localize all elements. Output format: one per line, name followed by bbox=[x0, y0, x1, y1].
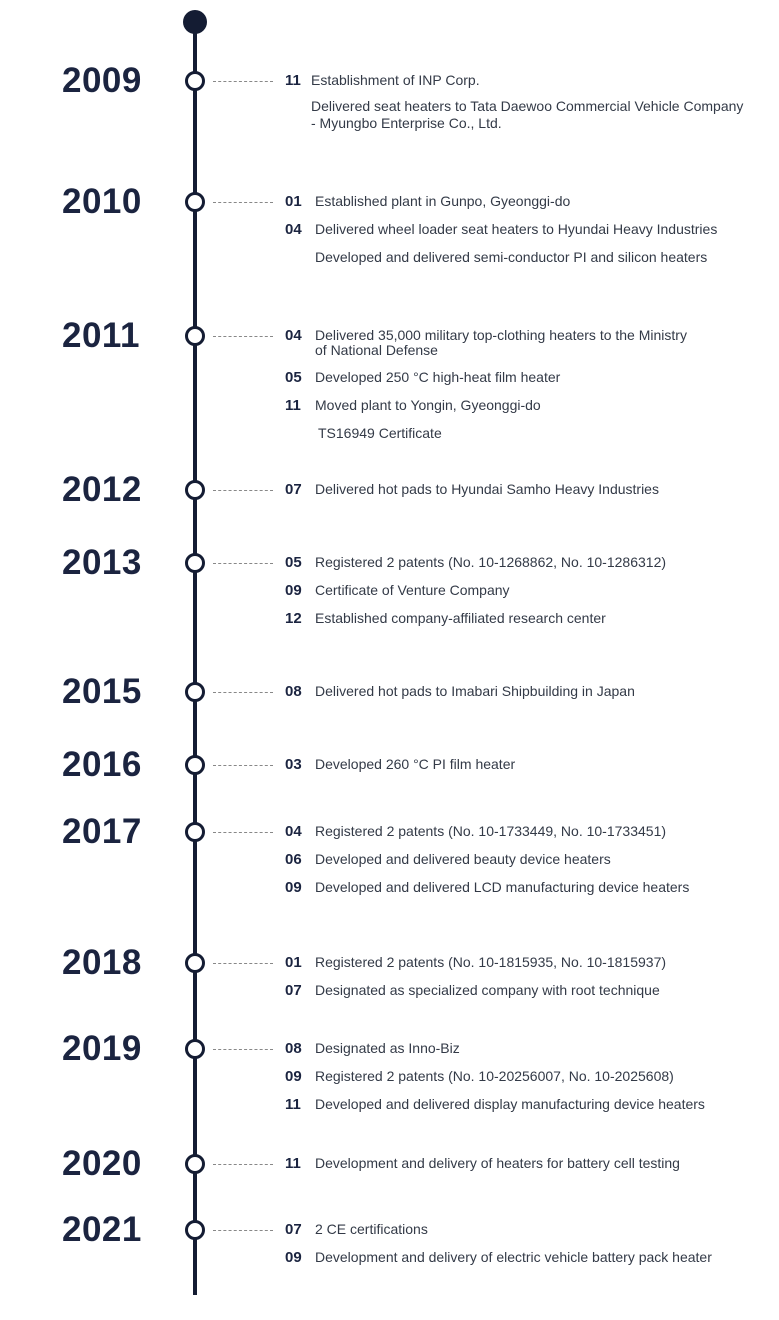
dashed-connector bbox=[213, 490, 273, 491]
dashed-connector bbox=[213, 1230, 273, 1231]
entry-text: Designated as Inno-Biz bbox=[315, 1040, 460, 1056]
entry-text: Delivered hot pads to Imabari Shipbuilding in Japan bbox=[315, 683, 635, 699]
timeline-entry bbox=[285, 194, 570, 209]
timeline-entry bbox=[285, 328, 687, 343]
entry-text: Developed 250 °C high-heat film heater bbox=[315, 369, 561, 385]
entry-text: of National Defense bbox=[315, 342, 438, 358]
entry-month: 04 bbox=[285, 221, 302, 238]
timeline-entry bbox=[285, 1250, 712, 1265]
entry-text: Registered 2 patents (No. 10-1815935, No. 10-1815937) bbox=[315, 954, 667, 970]
timeline-node bbox=[185, 1154, 205, 1174]
entry-text: Developed and delivered beauty device heaters bbox=[315, 851, 611, 867]
dashed-connector bbox=[213, 81, 273, 82]
timeline-entry bbox=[285, 398, 541, 413]
timeline-node bbox=[185, 480, 205, 500]
entry-month: 06 bbox=[285, 851, 302, 868]
timeline-entry bbox=[285, 222, 717, 237]
year-label: 2009 bbox=[62, 61, 142, 100]
entry-text: Established company-affiliated research center bbox=[315, 610, 606, 626]
entry-month: 08 bbox=[285, 1040, 302, 1057]
timeline-line bbox=[193, 22, 197, 1295]
entry-month: 09 bbox=[285, 1068, 302, 1085]
timeline-entry bbox=[285, 370, 560, 385]
entry-month: 08 bbox=[285, 683, 302, 700]
entry-text: Developed 260 °C PI film heater bbox=[315, 756, 516, 772]
year-label: 2020 bbox=[62, 1144, 142, 1183]
entry-text: Delivered wheel loader seat heaters to Hyundai Heavy Industries bbox=[315, 221, 718, 237]
entry-month: 04 bbox=[285, 823, 302, 840]
timeline-entry bbox=[285, 555, 666, 570]
timeline-node bbox=[185, 1039, 205, 1059]
timeline-entry bbox=[285, 684, 635, 699]
entry-month: 01 bbox=[285, 193, 302, 210]
entry-month: 01 bbox=[285, 954, 302, 971]
year-label: 2021 bbox=[62, 1210, 142, 1249]
timeline-entry bbox=[285, 1222, 428, 1237]
year-label: 2015 bbox=[62, 672, 142, 711]
entry-month: 04 bbox=[285, 327, 302, 344]
entry-month: 11 bbox=[285, 397, 301, 414]
timeline-node bbox=[185, 192, 205, 212]
timeline-entry bbox=[285, 757, 515, 772]
dashed-connector bbox=[213, 1049, 273, 1050]
year-label: 2016 bbox=[62, 745, 142, 784]
dashed-connector bbox=[213, 765, 273, 766]
timeline-entry bbox=[285, 1069, 674, 1084]
entry-month: 05 bbox=[285, 554, 302, 571]
entry-text: Established plant in Gunpo, Gyeonggi-do bbox=[315, 193, 571, 209]
entry-text: Registered 2 patents (No. 10-1733449, No. 10-1733451) bbox=[315, 823, 667, 839]
entry-month: 07 bbox=[285, 1221, 302, 1238]
entry-month: 07 bbox=[285, 982, 302, 999]
dashed-connector bbox=[213, 963, 273, 964]
entry-month: 11 bbox=[285, 1096, 301, 1113]
timeline-entry bbox=[285, 955, 666, 970]
entry-month: 09 bbox=[285, 1249, 302, 1266]
timeline-node bbox=[185, 71, 205, 91]
timeline-entry bbox=[285, 583, 510, 598]
entry-text: Developed and delivered semi-conductor PI and silicon heaters bbox=[315, 249, 708, 265]
timeline-entry bbox=[285, 73, 480, 88]
timeline-start-dot bbox=[183, 10, 207, 34]
dashed-connector bbox=[213, 1164, 273, 1165]
timeline-entry bbox=[285, 824, 666, 839]
entry-month: 11 bbox=[285, 1155, 301, 1172]
timeline-entry bbox=[285, 983, 660, 998]
entry-text: Development and delivery of heaters for battery cell testing bbox=[315, 1155, 680, 1171]
timeline-entry bbox=[285, 482, 659, 497]
entry-text: Delivered seat heaters to Tata Daewoo Commercial Vehicle Company bbox=[311, 98, 744, 114]
timeline-entry bbox=[285, 880, 689, 895]
entry-month: 09 bbox=[285, 879, 302, 896]
dashed-connector bbox=[213, 832, 273, 833]
dashed-connector bbox=[213, 336, 273, 337]
timeline-node bbox=[185, 326, 205, 346]
entry-text: Moved plant to Yongin, Gyeonggi-do bbox=[315, 397, 541, 413]
entry-text: Registered 2 patents (No. 10-20256007, No. 10-2025608) bbox=[315, 1068, 674, 1084]
timeline-entry bbox=[285, 426, 442, 441]
entry-month: 03 bbox=[285, 756, 302, 773]
entry-text: Registered 2 patents (No. 10-1268862, No. 10-1286312) bbox=[315, 554, 667, 570]
timeline-entry bbox=[285, 99, 743, 114]
timeline-entry bbox=[285, 250, 707, 265]
year-label: 2018 bbox=[62, 943, 142, 982]
year-label: 2012 bbox=[62, 470, 142, 509]
entry-month: 09 bbox=[285, 582, 302, 599]
entry-text: TS16949 Certificate bbox=[318, 425, 442, 441]
dashed-connector bbox=[213, 563, 273, 564]
timeline-entry bbox=[285, 343, 438, 358]
entry-text: Developed and delivered LCD manufacturing device heaters bbox=[315, 879, 690, 895]
timeline-node bbox=[185, 755, 205, 775]
timeline-entry bbox=[285, 1156, 680, 1171]
entry-text: Certificate of Venture Company bbox=[315, 582, 510, 598]
year-label: 2010 bbox=[62, 182, 142, 221]
entry-text: 2 CE certifications bbox=[315, 1221, 428, 1237]
timeline-node bbox=[185, 682, 205, 702]
timeline-entry bbox=[285, 1041, 460, 1056]
timeline-entry bbox=[285, 852, 611, 867]
entry-text: Delivered hot pads to Hyundai Samho Heavy Industries bbox=[315, 481, 659, 497]
timeline-entry bbox=[285, 1097, 705, 1112]
entry-month: 11 bbox=[285, 72, 301, 89]
year-label: 2019 bbox=[62, 1029, 142, 1068]
timeline-node bbox=[185, 822, 205, 842]
year-label: 2013 bbox=[62, 543, 142, 582]
entry-text: Designated as specialized company with root technique bbox=[315, 982, 660, 998]
entry-text: Establishment of INP Corp. bbox=[311, 72, 480, 88]
year-label: 2011 bbox=[62, 316, 140, 355]
entry-text: Developed and delivered display manufacturing device heaters bbox=[315, 1096, 705, 1112]
entry-month: 07 bbox=[285, 481, 302, 498]
timeline-node bbox=[185, 953, 205, 973]
entry-text: Development and delivery of electric vehicle battery pack heater bbox=[315, 1249, 712, 1265]
entry-text: Delivered 35,000 military top-clothing heaters to the Ministry bbox=[315, 327, 687, 343]
dashed-connector bbox=[213, 692, 273, 693]
timeline-entry bbox=[285, 116, 502, 131]
year-label: 2017 bbox=[62, 812, 142, 851]
timeline-entry bbox=[285, 611, 606, 626]
entry-text: - Myungbo Enterprise Co., Ltd. bbox=[311, 115, 502, 131]
entry-month: 05 bbox=[285, 369, 302, 386]
dashed-connector bbox=[213, 202, 273, 203]
timeline-node bbox=[185, 553, 205, 573]
timeline-node bbox=[185, 1220, 205, 1240]
entry-month: 12 bbox=[285, 610, 302, 627]
